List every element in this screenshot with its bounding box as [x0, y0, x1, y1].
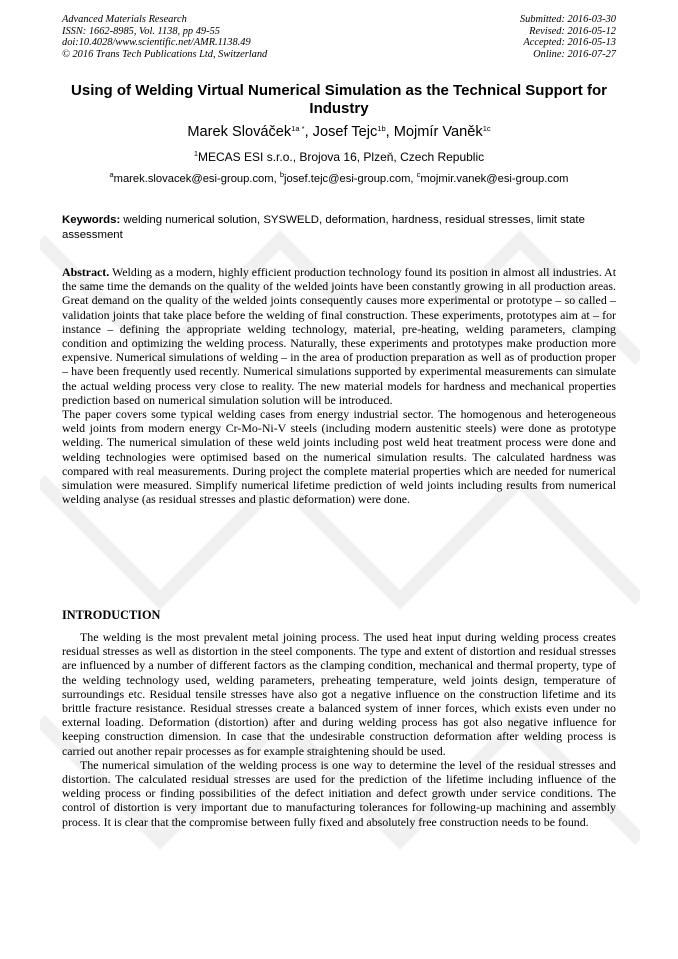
email-sup: c [416, 170, 421, 179]
email-sup: b [279, 170, 284, 179]
keywords [62, 213, 616, 243]
author-name: Josef Tejc [312, 124, 378, 140]
affiliation-sup: 1 [193, 149, 199, 158]
author-list [62, 124, 616, 140]
journal-name: Advanced Materials Research [62, 14, 187, 25]
abstract-text: Welding as a modern, highly efficient production technology found its position in almost all industries. At the same time the demands on the quality of the welded joints have been constantly growing in all production areas. Great demand on the quality of the welded joints consequently causes more experimental or prototype – so called – validation joints that take place before the welding of final construction. These experiments, prototypes aim at – for instance – defining the appropriate welding technology, material, pre-heating, welding parameters, clamping condition and optimizing the welding process. Naturally, these experiments and prototypes make production more expensive. Numerical simulations of welding – in the area of production preparation as well as of production proper – have been frequently used recently. Numerical simulations supported by experimental measurements can simulate the actual welding process very close to reality. The new material models for hardness and mechanical properties prediction based on numerical simulation solution will be introduced. [62, 265, 616, 407]
publication-dates [520, 14, 616, 60]
email-sup: a [109, 170, 114, 179]
email-list [62, 170, 616, 185]
doi: doi:10.4028/www.scientific.net/AMR.1138.49 [62, 37, 251, 48]
issn: ISSN: 1662-8985, Vol. 1138, pp 49-55 [62, 25, 220, 37]
submitted-date: Submitted: 2016-03-30 [519, 14, 616, 25]
email-separator: , [273, 173, 280, 185]
email-link[interactable]: marek.slovacek@esi-group.com [113, 173, 274, 185]
author-sup: 1a * [291, 124, 305, 133]
author [394, 124, 491, 140]
author-separator: , [304, 124, 313, 140]
email-link[interactable]: mojmir.vanek@esi-group.com [420, 173, 569, 185]
author-separator: , [385, 124, 394, 140]
online-date: Online: 2016-07-27 [533, 48, 616, 60]
abstract [62, 265, 616, 506]
keywords-label: Keywords: [62, 214, 121, 226]
copyright: © 2016 Trans Tech Publications Ltd, Switzerland [62, 48, 268, 60]
revised-date: Revised: 2016-05-12 [529, 25, 616, 37]
author [313, 124, 394, 140]
keywords-text: welding numerical solution, SYSWELD, deformation, hardness, residual stresses, limit state assessment [62, 214, 585, 241]
body-paragraph: The numerical simulation of the welding process is one way to determine the level of the residual stresses and distortion. The calculated residual stresses are used for the prediction of the lifetime including influence of the welding process or finding possibilities of the defect initiation and defect growth under service conditions. The control of distortion is very important due to manufacturing tolerances for following-up machining and assembly process. It is clear that the compromise between fully fixed and absolutely free construction needs to be found. [62, 757, 616, 829]
email-link[interactable]: josef.tejc@esi-group.com [284, 173, 411, 185]
abstract-paragraph: The paper covers some typical welding cases from energy industrial sector. The homogenous and heterogeneous weld joints from modern energy Cr-Mo-Ni-V steels (including modern austenitic steels) were done as prototype welding. The numerical simulation of these weld joints including post weld heat treatment process were done and welding technologies were optimised based on the numerical simulation results. The calculated hardness was compared with real measurements. During project the complete material properties which are needed for numerical simulation were measured. Simplify numerical lifetime prediction of weld joints including results from numerical welding analyse (as residual stresses and plastic deformation) were done. [62, 407, 616, 507]
author-name: Marek Slováček [187, 124, 292, 140]
introduction-body [62, 630, 616, 829]
journal-info [62, 14, 267, 60]
abstract-paragraph [62, 265, 616, 407]
accepted-date: Accepted: 2016-05-13 [523, 37, 616, 48]
email-separator: , [410, 173, 417, 185]
body-paragraph: The welding is the most prevalent metal joining process. The used heat input during welding process creates residual stresses as well as distortion in the steel components. The type and extent of distortion and residual stresses are influenced by a number of different factors as the clamping condition, mechanical and thermal property, type of the welding technology used, welding parameters, preheating temperature, weld joints design, temperature of surroundings etc. Residual tensile stresses have also got a negative influence on the construction lifetime and its brittle fracture resistance. Residual stresses create a balanced system of inner forces, which exists even under no external loading. Deformation (distortion) after and during welding process has got also negative influence for keeping construction dimension. In case that the undesirable construction deformation after welding process is carried out another repair processes as for example straightening should be used. [62, 630, 616, 758]
author-name: Mojmír Vaněk [393, 124, 483, 140]
affiliation-text: MECAS ESI s.r.o., Brojova 16, Plzeň, Czech Republic [198, 150, 485, 164]
paper-title: Using of Welding Virtual Numerical Simulation as the Technical Support for Industry [71, 82, 607, 117]
section-heading-introduction: INTRODUCTION [62, 608, 161, 622]
affiliation [62, 150, 616, 164]
author-sup: 1c [482, 124, 491, 133]
author-sup: 1b [377, 124, 386, 133]
abstract-label: Abstract. [62, 265, 110, 279]
author [187, 124, 312, 140]
